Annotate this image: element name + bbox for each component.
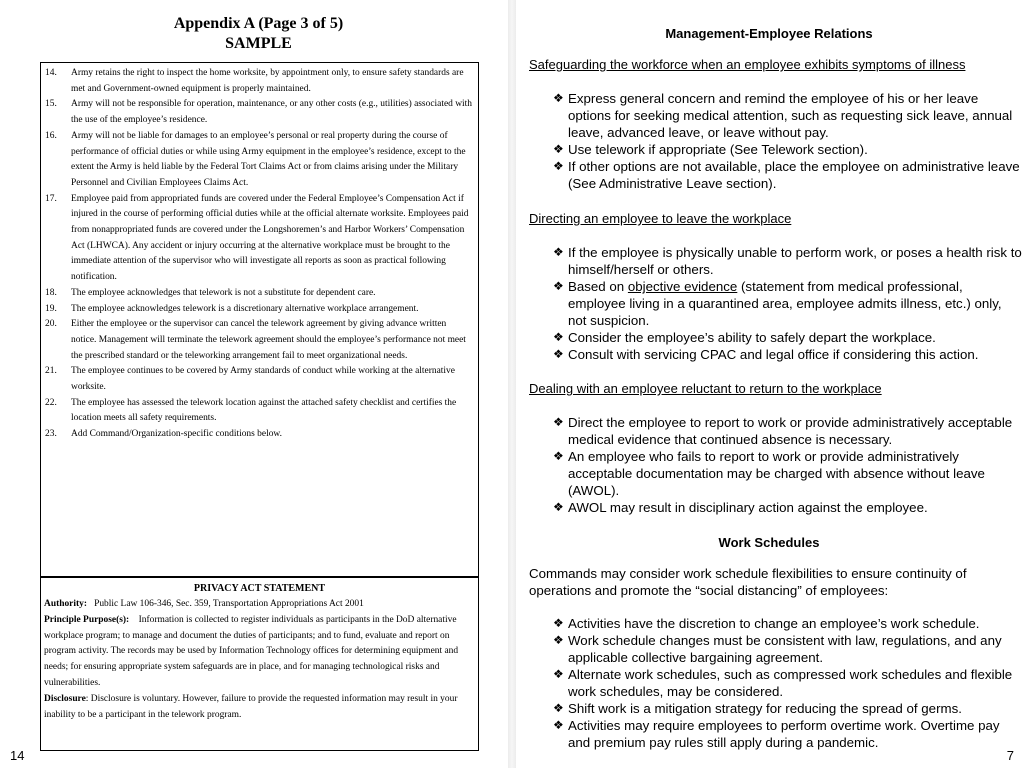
list-item-text-pre: Based on: [568, 279, 628, 294]
list-work-schedules: [553, 615, 1023, 751]
diamond-bullet-icon: ❖: [553, 718, 564, 732]
privacy-authority: [44, 597, 475, 613]
condition-text: The employee acknowledges telework is a discretionary alternative workplace arrangement.: [71, 303, 419, 314]
objective-evidence-term: objective evidence: [627, 279, 738, 294]
diamond-bullet-icon: ❖: [553, 616, 564, 630]
list-item-text: If other options are not available, place the employee on administrative leave (See Administrative Leave section).: [568, 159, 1020, 191]
list-item-text: Direct the employee to report to work or provide administratively acceptable medical evidence that continued absence is necessary.: [568, 415, 1013, 447]
disclosure-text: : Disclosure is voluntary. However, failure to provide the requested information may result in your inability to be a participant in the telework program.: [44, 693, 458, 720]
condition-number: 23.: [45, 429, 57, 440]
condition-number: 19.: [45, 303, 57, 314]
condition-text: Add Command/Organization-specific conditions below.: [71, 429, 282, 440]
left-page: [0, 0, 510, 768]
diamond-bullet-icon: ❖: [553, 245, 564, 259]
section-title-work-schedules: Work Schedules: [718, 535, 820, 550]
condition-text: The employee acknowledges that telework is not a substitute for dependent care.: [71, 287, 376, 298]
diamond-bullet-icon: ❖: [553, 91, 564, 105]
diamond-bullet-icon: ❖: [553, 279, 564, 293]
page-number-right: 7: [1006, 748, 1014, 763]
disclosure-label: Disclosure: [44, 693, 86, 704]
list-item: [553, 346, 1023, 363]
condition-item: [45, 317, 474, 364]
heading-directing: Directing an employee to leave the workplace: [529, 211, 792, 226]
list-item-text: Use telework if appropriate (See Telework section).: [568, 142, 868, 157]
diamond-bullet-icon: ❖: [553, 142, 564, 156]
page-number-left: 14: [10, 748, 25, 763]
conditions-box: [40, 62, 479, 577]
list-item: [553, 90, 1023, 141]
list-item-text-post: (statement from medical professional, employee living in a quarantined area, employee admits illness, etc.) only, not suspicion.: [568, 279, 1002, 328]
list-item: [553, 141, 1023, 158]
diamond-bullet-icon: ❖: [553, 347, 564, 361]
diamond-bullet-icon: ❖: [553, 449, 564, 463]
heading-safeguarding: Safeguarding the workforce when an employee exhibits symptoms of illness: [529, 57, 966, 72]
list-item-text: AWOL may result in disciplinary action against the employee.: [568, 500, 928, 515]
purpose-text: Information is collected to register individuals as participants in the DoD alternative workplace program; to manage and document the duties of participants; and to fund, evaluate and report on program activity. The records may be used by Information Technology offices for determining equipment and needs; for ensuring appropriate system safeguards are in place, and for managing technological risks and vulnerabilities.: [44, 614, 459, 688]
condition-number: 18.: [45, 287, 57, 298]
list-item-text: Shift work is a mitigation strategy for reducing the spread of germs.: [568, 701, 962, 716]
list-item: [553, 717, 1023, 751]
heading-reluctant: Dealing with an employee reluctant to return to the workplace: [529, 381, 882, 396]
list-item-text: An employee who fails to report to work or provide administratively acceptable documentation may be charged with absence without leave (AWOL).: [568, 449, 985, 498]
list-item: [553, 615, 1023, 632]
diamond-bullet-icon: ❖: [553, 701, 564, 715]
list-item-text: Consider the employee’s ability to safely depart the workplace.: [568, 330, 936, 345]
authority-label: Authority:: [44, 599, 87, 609]
condition-number: 20.: [45, 319, 57, 330]
list-item: [553, 666, 1023, 700]
appendix-title-line1: Appendix A (Page 3 of 5): [173, 15, 344, 32]
privacy-heading: PRIVACY ACT STATEMENT: [193, 583, 326, 594]
diamond-bullet-icon: ❖: [553, 667, 564, 681]
list-item-text: Work schedule changes must be consistent with law, regulations, and any applicable collective bargaining agreement.: [568, 633, 1002, 665]
condition-item: [45, 364, 474, 395]
condition-item: [45, 396, 474, 427]
condition-item: [45, 192, 474, 286]
purpose-label: Principle Purpose(s):: [44, 614, 130, 625]
privacy-act-box: [40, 577, 479, 751]
list-item-text: If the employee is physically unable to perform work, or poses a health risk to himself/herself or others.: [568, 245, 1022, 277]
list-item-text: Activities have the discretion to change an employee’s work schedule.: [568, 616, 980, 631]
list-reluctant: [553, 414, 1023, 516]
condition-item: [45, 97, 474, 128]
list-item: [553, 278, 1023, 329]
diamond-bullet-icon: ❖: [553, 330, 564, 344]
diamond-bullet-icon: ❖: [553, 633, 564, 647]
list-item: [553, 632, 1023, 666]
condition-text: Employee paid from appropriated funds are covered under the Federal Employee’s Compensation Act if injured in the course of performing official duties while at the official alternate worksite. Employees paid from nonappropriated funds are covered under the Longshoremen’s and Harbor Workers’ Compensation Act (LHWCA). Any accident or injury occurring at the alternative workplace must be brought to the immediate attention of the supervisor who will investigate all reports as soon as practical following notification.: [71, 193, 469, 283]
list-item: [553, 414, 1023, 448]
condition-text: The employee continues to be covered by Army standards of conduct while working at the alternative worksite.: [71, 366, 455, 393]
right-page: [514, 0, 1024, 768]
privacy-disclosure: [44, 692, 475, 724]
appendix-title-line2: SAMPLE: [225, 35, 292, 52]
condition-item: [45, 286, 474, 302]
condition-item: [45, 66, 474, 97]
condition-number: 14.: [45, 68, 57, 78]
condition-text: Army will not be responsible for operation, maintenance, or any other costs (e.g., utilities) associated with the use of the employee’s residence.: [71, 99, 472, 126]
list-item: [553, 448, 1023, 499]
condition-text: Either the employee or the supervisor can cancel the telework agreement by giving advance written notice. Management will terminate the telework agreement should the employee’s performance not meet the prescribed standard or the teleworking arrangement fail to meet organizational needs.: [71, 319, 466, 361]
authority-text: Public Law 106-346, Sec. 359, Transportation Appropriations Act 2001: [94, 599, 364, 609]
condition-number: 16.: [45, 130, 57, 141]
condition-item: [45, 129, 474, 192]
diamond-bullet-icon: ❖: [553, 415, 564, 429]
list-item: [553, 244, 1023, 278]
appendix-title: [0, 14, 517, 54]
condition-number: 17.: [45, 193, 57, 204]
condition-text: The employee has assessed the telework location against the attached safety checklist and certifies the location meets all safety requirements.: [71, 397, 457, 424]
work-schedules-intro: Commands may consider work schedule flexibilities to ensure continuity of operations and promote the “social distancing” of employees:: [529, 566, 967, 598]
list-item-text: Activities may require employees to perform overtime work. Overtime pay and premium pay rules still apply during a pandemic.: [568, 718, 1000, 750]
list-item: [553, 700, 1023, 717]
condition-item: [45, 302, 474, 318]
privacy-purpose: [44, 613, 475, 692]
list-item-text: Consult with servicing CPAC and legal office if considering this action.: [568, 347, 979, 362]
condition-number: 15.: [45, 99, 57, 110]
condition-number: 21.: [45, 366, 57, 377]
list-item-text: Alternate work schedules, such as compressed work schedules and flexible work schedules, may be considered.: [568, 667, 1013, 699]
condition-number: 22.: [45, 397, 57, 408]
list-safeguarding: [553, 90, 1023, 192]
list-item: [553, 158, 1023, 192]
section-title-management: Management-Employee Relations: [665, 26, 873, 41]
condition-text: Army will not be liable for damages to an employee’s personal or real property during the course of performance of official duties or while using Army equipment in the employee’s residence, except to the extent the Army is held liable by the Federal Tort Claims Act or from claims arising under the Military Personnel and Civilian Employees Claims Act.: [71, 130, 466, 188]
condition-item: [45, 427, 474, 443]
list-item: [553, 329, 1023, 346]
list-item-text: Express general concern and remind the employee of his or her leave options for seeking medical attention, such as requesting sick leave, annual leave, advanced leave, or leave without pay.: [568, 91, 1013, 140]
diamond-bullet-icon: ❖: [553, 500, 564, 514]
diamond-bullet-icon: ❖: [553, 159, 564, 173]
list-directing: [553, 244, 1023, 363]
condition-text: Army retains the right to inspect the home worksite, by appointment only, to ensure safety standards are met and Government-owned equipment is properly maintained.: [71, 68, 464, 94]
list-item: [553, 499, 1023, 516]
